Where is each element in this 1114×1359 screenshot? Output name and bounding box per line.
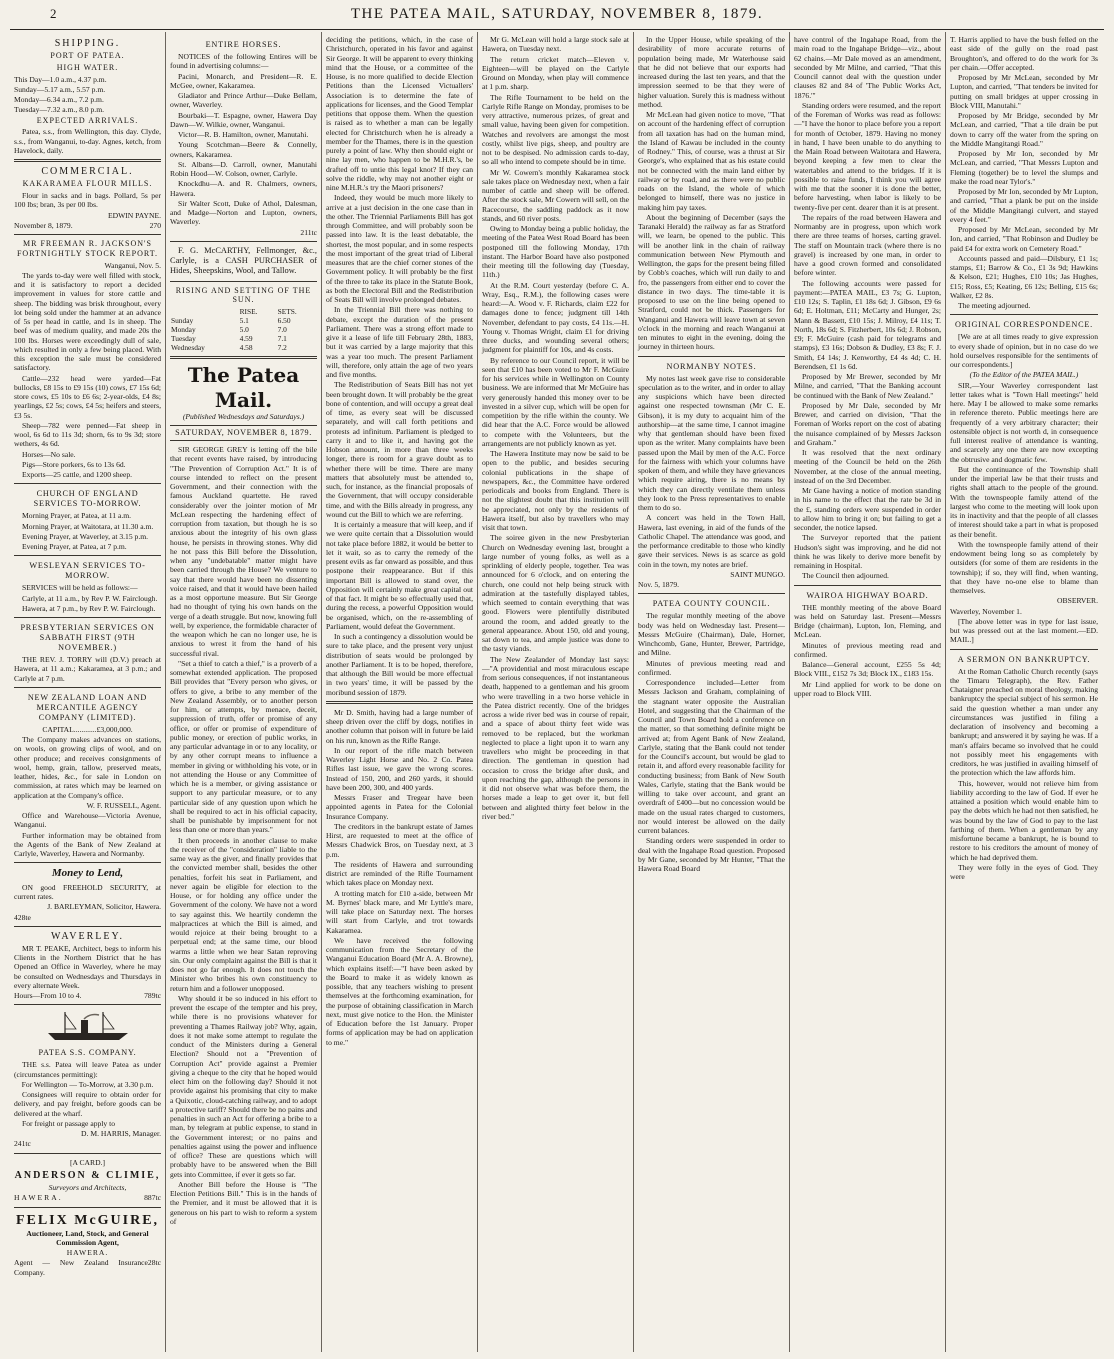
council-para: The Council then adjourned. bbox=[802, 571, 889, 581]
high-water-line: Sunday—5.17 a.m., 5.57 p.m. bbox=[14, 84, 106, 94]
horse-entry: Victor—R. B. Hamilton, owner, Manutahi. bbox=[178, 130, 309, 139]
mills-signature: EDWIN PAYNE. bbox=[107, 210, 161, 220]
mills-ref: 270 bbox=[149, 220, 161, 230]
wesleyan-heading: WESLEYAN SERVICES TO-MORROW. bbox=[29, 561, 146, 581]
news-item: Mr D. Smith, having had a large number of sheep driven over the cliff by dogs, notifies in another column that poison will in future be laid on his run, known as the Rifle Range. bbox=[326, 707, 473, 745]
horse-entry: St. Albans—D. Carroll, owner, Manutahi Robin Hood—W. Colson, owner, Carlyle. bbox=[170, 159, 317, 178]
wairoa-para: T. Harris applied to have the bush felled on the east side of the gully on the road past Broughton's, and offered to do the work for 3s per chain.—Offer accepted. bbox=[950, 35, 1098, 72]
normanby-para: A concert was held in the Town Hall, Hawera, last evening, in aid of the funds of the Catholic Chapel. The attendance was good, and the performance creditable to those who kindly gave their services. News is as scarce as gold coin in the town, my notes are brief. bbox=[638, 513, 785, 569]
stock-heading: MR FREEMAN R. JACKSON'S FORTNIGHTLY STOCK REPORT. bbox=[16, 239, 159, 258]
columns bbox=[10, 32, 1104, 1352]
card-label: [A CARD.] bbox=[69, 1157, 106, 1167]
column-5 bbox=[634, 32, 790, 1352]
high-water-heading: HIGH WATER. bbox=[56, 62, 119, 72]
arrivals-text: Patea, s.s., from Wellington, this day. Clyde, s.s., from Wanganui, to-day. Agnes, ketch, from Havelock, daily. bbox=[14, 127, 161, 155]
editorial-para: It then proceeds in another clause to make the receiver of the "consideration" liable to the same way as the giver, and finally provides that the convicted member shall, besides the other penalties, forfeit his seat in Parliament, and never again be eligible for election to the House, or for holding any office under the Government of the colony. We have not a word to say against this. We heartily condemn the malpractices at which the Bill is aimed, and would rejoice at their being brought to a perpetual end; at the same time, our blood warms a little when we hear Satan reproving sin. Our only complaint against the Bill is that it does not go far enough. It does not touch the Minister who bribes his own constituency to return him and a follower unopposed. bbox=[170, 835, 317, 993]
news-item: Messrs Fraser and Tregear have been appointed agents in Patea for the Colonial Insurance Company. bbox=[326, 793, 473, 821]
table-row bbox=[170, 334, 317, 343]
money-ref: 428te bbox=[14, 912, 31, 922]
sun-day: Tuesday bbox=[171, 334, 196, 344]
anderson-climie-sub: Surveyors and Architects, bbox=[48, 1183, 127, 1193]
capital-line: CAPITAL............£3,000,000. bbox=[42, 724, 133, 734]
horses-heading: ENTIRE HORSES. bbox=[205, 40, 282, 49]
table-row bbox=[170, 343, 317, 352]
church-line: Morning Prayer, at Patea, at 11 a.m. bbox=[22, 511, 132, 521]
patea-ss-more: Consignees will require to obtain order for delivery, and pay freight, before goods can be delivered at the wharf. bbox=[14, 1090, 161, 1118]
sun-table bbox=[170, 307, 317, 352]
news-item: The residents of Hawera and surrounding district are reminded of the Rifle Tournament which takes place on Monday next. bbox=[326, 859, 473, 888]
sun-set: 7.2 bbox=[277, 343, 287, 353]
council-para: Minutes of previous meeting read and confirmed. bbox=[638, 658, 785, 677]
steamship-icon bbox=[43, 1009, 133, 1043]
sun-day: Sunday bbox=[171, 316, 194, 326]
editorial-para: SIR GEORGE GREY is letting off the bile that recent events have raised, by introducing "The Prevention of Corruption Act." It is of course intended to reflect on the present Government, and their connection with the famous Auckland quartette. He raved considerably over the jointer motion of Mr McLean respecting the hardening effect of corruption from taxation, but though he is so anxious about the integrity of his own glass house, he persists in throwing stones. Why did he not pass this Bill before the Dissolution, when any "undebatable" matter might have been carried through the House? We venture to say that there would have been no dissenting voice raised, and that it would have been hailed as a most opportune measure. But Sir George had no thought of tying his own hands on the verge of a death struggle. But now, knowing full well, by experience, the formidable character of the weapon which he can no longer use, he is anxious to wrest it from the hand of his successful rival. bbox=[170, 445, 317, 658]
news-item: Mr G. McLean will hold a large stock sale at Hawera, on Tuesday next. bbox=[482, 35, 629, 54]
council-para: The regular monthly meeting of the above body was held on Wednesday last. Present—Messrs McGuire (Chairman), Dale, Horner, Winchcomb, Gane, Hunter, Brewer, Partridge, and Milne. bbox=[638, 611, 785, 658]
council-heading: PATEA COUNTY COUNCIL. bbox=[652, 599, 771, 609]
news-item: The creditors in the bankrupt estate of James Hirst, are requested to meet at the office of Messrs Chadwick Bros, on Tuesday next, at 3 p.m. bbox=[326, 821, 473, 859]
council-para: The following accounts were passed for payment:—PATEA MAIL, £3 7s; G. Lupton, £10 12s; S. Taplin, £1 18s 6d; J. Gibson, £9 6s 6d; E. Holtman, £11; McCarty and Hunger, 2s; Mann & Bassett, £10 15s; J. Milroy, £4 11s; T. North, 18s 6d; S. Fitzherbert, 10s 6d; J. Robson, £9; F. McGuire (cash paid for telegrams and stamps), £3 16s; Dobson & Dudley, £3 8s; F. J. Smith, £4 14s; J. Kenworthy, £4 4s 4d; C. H. Berendsen, £1 1s 6d. bbox=[794, 278, 941, 371]
sun-rise: 4.59 bbox=[239, 334, 253, 344]
editorial-para: Indeed, they would be much more likely to arrive at a just decision in the one case than in the other. The Triennial Parliaments Bill has got through Committee, and will probably soon be passed into law. It is the least debatable, the shortest, the most popular, and in some respects the most important of the great triad of Liberal measures that are the chief corner stones of the Government policy. It will probably be the first of the three to take its place in the Statute Book, as both the Electoral Bill and the Redistribution of Seats Bill will involve prolonged debates. bbox=[326, 193, 473, 304]
stock-dateline: Wanganui, Nov. 5. bbox=[104, 260, 161, 270]
council-para: It was resolved that the next ordinary meeting of the Council be held on the 26th November, at the close of the annual meeting, instead of on the 3rd December. bbox=[794, 448, 941, 485]
news-item: The New Zealander of Monday last says:—"A providential and most miraculous escape from serious consequences, if not instantaneous death, happened to a gentleman and his groom who were travelling in a two horse vehicle in the Patea district recently. One of the bridges across a wide river bed was in course of repair, and a space of about thirty feet wide was removed to be replaced, but the workman neglected to place a light upon it to warn any travellers who might be proceeding in that direction. The gentleman in question had occasion to cross the bridge after dusk, and upon reaching the gap, although the persons in it did not observe what was before them, the horses made a leap to get over it, but fell between and alighted thirty feet below in the river bed." bbox=[482, 654, 629, 821]
council-para: have control of the Ingahape Road, from the main road to the Ingahape Bridge—viz., about 62 chains.—Mr Dale moved as an amendment, seconded by Mr Milne, and carried, "That this Council cannot deal with the question under clauses 82 and 84 of 'The Public Works Act, 1876.'" bbox=[794, 35, 941, 100]
wairoa-para: Proposed by Mr McLean, seconded by Mr Ion, and carried, "That Robinson and Dudley be paid £4 for extra work on Cemetery Road." bbox=[950, 225, 1098, 253]
correspondence-para: SIR,—Your Waverley correspondent last letter takes what is "Town Hall meetings" held here. May I be allowed to make some remarks in reference thereto. Public meetings here are frequently of a very arbitrary character; their ostensible object is not worth d, in consequence full interest realive of attendance is wanting, and scarcely any one there are now excepting the obtrusive and dogmatic few. bbox=[950, 380, 1098, 464]
wairoa-para: THE monthly meeting of the above Board was held on Saturday last. Present—Messrs Bridge (chairman), Lupton, Ion, Fleming, and McLean. bbox=[794, 602, 941, 640]
sun-col-header bbox=[170, 307, 239, 316]
peake-ref: 789tc bbox=[144, 991, 161, 1001]
paper-name: The Patea Mail. bbox=[187, 363, 300, 412]
anderson-climie-place: HAWERA. bbox=[14, 1193, 63, 1203]
wairoa-para: Minutes of previous meeting read and confirmed. bbox=[794, 640, 941, 659]
horse-entry: Young Scotchman—Beere & Connelly, owners, Kakaramea. bbox=[170, 140, 317, 159]
stock-para: Pigs—Store porkers, 6s to 13s 6d. bbox=[22, 459, 126, 469]
high-water-line: Tuesday—7.32 a.m., 8.0 p.m. bbox=[14, 105, 105, 115]
correspondence-para: But the continuance of the Township shall under the imperial law be that their trusts and rights shall attach to the people of the ground. With the townspeople family attend of the largest who come to the meeting will look upon its in inactivity and that the people of all classes of interest should take a part in what is proposed as their benefit. bbox=[950, 464, 1098, 539]
news-item: Owing to Monday being a public holiday, the meeting of the Patea West Road Board has been postponed till the following Monday, 17th instant. The Harbor Board have also postponed their meeting till the following day (Tuesday, 11th.) bbox=[482, 224, 629, 280]
port-heading: PORT OF PATEA. bbox=[50, 51, 125, 61]
normanby-heading: NORMANBY NOTES. bbox=[666, 361, 757, 371]
sermon-heading: A SERMON ON BANKRUPTCY. bbox=[957, 654, 1091, 664]
news-item: In the Upper House, while speaking of the desirability of more accurate returns of population being made, Mr Waterhouse said that he did not believe that our exports had increased during the last ten years, and that the impression seemed to be that they were of higher valuation. Surely this is madness without method. bbox=[638, 35, 785, 109]
council-para: Standing orders were resumed, and the report of the Foreman of Works was read as follows:—"I have the honor to place before you a report for month of October, 1879. Having no money in hand, I have been unable to do anything to the Main Road between Waitotara and Hawera, beyond keeping a few men to clear the watertables and attend to the bridges. If it is possible to raise funds, I think you will agree with me that the sooner it is done the better, before harvesting, when labor is likely to be twenty-five per cent. dearer than it is at present. bbox=[794, 100, 941, 212]
editorial-para: It is certainly a measure that will keep, and if we were quite certain that a Dissolution would not take place before 1882, it would be better to let it wait, so as to carry the remedy of the present evils as far onward as possible, and thus postpone their reappearance. But if this important Bill is allowed to stand over, the Opposition will certainly make great capital out of that fact. It might be so effectually used that, during the recess, a powerful Opposition would be organised, which, on the re-assembling of Parliament, would defeat the Government. bbox=[326, 520, 473, 631]
felix-mcguire-agent: Agent — New Zealand Insurance Company. bbox=[14, 1258, 148, 1277]
sun-set: 6.50 bbox=[277, 316, 291, 326]
normanby-date: Nov. 5, 1879. bbox=[638, 580, 680, 589]
horse-entry: Sir Walter Scott, Duke of Athol, Dalesman, and Madge—Norton and Lupton, owners, Waverley. bbox=[170, 198, 317, 227]
mills-text: Flour in sacks and in bags. Pollard, 5s per 100 lbs; bran, 3s per 00 lbs. bbox=[14, 191, 161, 210]
wairoa-para: Proposed by Mr Bridge, seconded by Mr McLean, and carried, "That a tile drain be put down to carry off the water from the spring on the Middle Mangitangi Road." bbox=[950, 111, 1098, 148]
wairoa-para: The meeting adjourned. bbox=[958, 301, 1031, 310]
horse-entry: Pacini, Monarch, and President—R. E. McGee, owner, Kakaramea. bbox=[170, 71, 317, 90]
table-row bbox=[170, 325, 317, 334]
correspondence-editor-note: [The above letter was in type for last issue, but was pressed out at the last moment.—ED. MAIL.] bbox=[950, 616, 1098, 645]
patea-ss-apply: For freight or passage apply to bbox=[22, 1118, 116, 1128]
felix-mcguire-heading: FELIX McGUIRE, bbox=[15, 1212, 160, 1228]
peake-text: MR T. PEAKE, Architect, begs to inform his Clients in the Northern District that he has Opened an Office in Waverley, where he may be consulted on Wednesdays and Thursdays in every alternate Week. bbox=[14, 943, 161, 990]
table-row bbox=[170, 316, 317, 325]
shipping-heading: SHIPPING. bbox=[54, 38, 121, 49]
sun-day: Monday bbox=[171, 325, 196, 335]
wesleyan-line: Hawera, at 7 p.m., by Rev P. W. Fairclough. bbox=[22, 603, 156, 613]
horse-entry: Bourbaki—T. Espagne, owner, Hawera Day Dawn—W. Wilkie, owner, Wanganui. bbox=[170, 110, 317, 129]
council-para: Proposed by Mr Brewer, seconded by Mr Milne, and carried, "That the Banking account be continued with the Bank of New Zealand." bbox=[794, 372, 941, 400]
sun-day: Wednesday bbox=[171, 343, 205, 353]
horse-entry: Gladiator and Prince Arthur—Duke Bellam, owner, Waverley. bbox=[170, 91, 317, 110]
church-heading: CHURCH OF ENGLAND SERVICES TO-MORROW. bbox=[33, 489, 142, 509]
felix-mcguire-ref: 28tc bbox=[147, 1258, 161, 1268]
council-para: Standing orders were suspended in order to deal with the Ingahape Road question. Proposed by Mr Gane, seconded by Mr Hunter, "That the Hawera Road Board bbox=[638, 836, 785, 873]
normanby-para: My notes last week gave rise to considerable speculation as to the writer, and in order to allay any suspicions which have been directed against one respected townsman (Mr C. E. Gibson), it is my duty to acquaint him of the authorship—at the same time, I cannot imagine why that gentleman should have been fixed upon as the writer. Many complaints have been passed upon the Mail by men of the A.C. Force for the fairness with which your columns have spoken of them, and while they have grievances which require airing, there is no means by which they can directly ventilate them unless they look to the Press representatives to enable them to do so. bbox=[638, 373, 785, 512]
sun-rise: 4.58 bbox=[239, 343, 253, 353]
felix-mcguire-text: Auctioneer, Land, Stock, and General Commission Agent, bbox=[26, 1228, 149, 1247]
patea-ss-sailing: For Wellington — To-Morrow, at 3.30 p.m. bbox=[21, 1079, 154, 1089]
correspondence-date: Waverley, November 1. bbox=[950, 606, 1022, 616]
council-para: Mr Gane having a notice of motion standing in his name to the effect that the rate be 3d in the £, standing orders were suspended in order to allow him to bring it on; but failing to get a seconder, the notice lapsed. bbox=[794, 486, 941, 532]
correspondence-to: (To the Editor of the PATEA MAIL.) bbox=[969, 370, 1079, 380]
column-4 bbox=[478, 32, 634, 1352]
column-6 bbox=[790, 32, 946, 1352]
news-item: By reference to our Council report, it will be seen that £10 has been voted to Mr F. McGuire for his services while in Wellington on County business. We are informed that Mr McGuire has very generously handed this money over to be invested in a silver cup, which will be open for competition by the rifle within the county. We did hear that the A.C. Force would be allowed to compete with the Volunteers, but the arrangements are not publicly known as yet. bbox=[482, 355, 629, 448]
editorial-para: In the Triennial Bill there was nothing to debate, except the duration of the present Parliament. There was a strong effort made to give it a lease of life till February 28th, 1883, but it was carried by a large majority that this was a year too much. The present Parliament will, therefore, only attain the age of two years and five months. bbox=[326, 305, 473, 379]
correspondence-para: With the townspeople family attend of their endowment being long so as completely by outsiders (for some of them are residents in the township); if so, they will find, when wanting, that they have no-one else to blame than themselves. bbox=[950, 539, 1098, 595]
church-line: Morning Prayer, at Waitotara, at 11.30 a.m. bbox=[22, 521, 154, 531]
news-item: At the R.M. Court yesterday (before C. A. Wray, Esq., R.M.), the following cases were heard:—A. Wood v. F. Richards, claim £22 for damages done to fence; judgment till 14th November, defendant to pay costs, £4 11s.—H. Young v. Thomas Wright, claim £1 for driving three ducks, and wounding several others; judgment for plaintiff for 10s, and 4s costs. bbox=[482, 280, 629, 355]
patea-ss-ref: 241tc bbox=[14, 1139, 31, 1149]
mills-date: November 8, 1879. bbox=[14, 220, 73, 230]
column-1 bbox=[10, 32, 166, 1352]
wairoa-para: Proposed by Mr Ion, seconded by Mr Lupton, and carried, "That a plank be put on the inside of the Middle Mangitangi culvert, and stayed every 4 feet." bbox=[950, 187, 1098, 224]
editorial-para: The Redistribution of Seats Bill has not yet been brought down. It will probably be the great bone of contention, and will occupy a great deal of time, as every seat will be discussed separately, and will call forth petitions and protests ad infinitum. Parliament is pledged to carry it and to like it, and having got the Hobson amount, in more than three weeks longer, there is room for a grave doubt as to whether there will be time. There are many matters that absolutely must be attended to, such, for instance, as the financial proposals of the Government, that will occupy considerable time, and with the Bills already in progress, any wound cut the Bill to which we are referring. bbox=[326, 380, 473, 519]
wairoa-para: Balance—General account, £255 5s 4d; Block VIII., £152 7s 3d; Block IX., £183 15s. bbox=[794, 660, 941, 679]
editorial-masthead bbox=[170, 363, 317, 421]
correspondence-note: [We are at all times ready to give expression to every shade of opinion, but in no case do we hold ourselves responsible for the sentiments of our correspondents.] bbox=[950, 332, 1098, 369]
stock-para: Cattle—232 head were yarded—Fat bullocks, £8 15s to £9 15s (10) cows, £7 15s 6d; store cows, £5 10s to £6 6s; 2-year-olds, £4 8s; yearlings, £2 5s; cows, £4 5s; heifers and steers, £3 5s. bbox=[14, 373, 161, 420]
sun-rise: 5.0 bbox=[239, 325, 249, 335]
sermon-para: This, however, would not relieve him from liability according to the law of God. If ever he attained a position which would enable him to pay the debts which he had not then satisfied, he was bound by the law of God to pay to the last farthing of them. When a gentleman by any misfortune became a bankrupt, he is bound to restore to his creditors the amount of money of which he had deprived them. bbox=[950, 778, 1098, 862]
stock-para: Horses—No sale. bbox=[22, 449, 76, 459]
sun-rise: 5.1 bbox=[239, 316, 249, 326]
stock-para: The yards to-day were well filled with stock, and it is satisfactory to report a decided improvement in values for store cattle and sheep. The bidding was brisk throughout, every lot being sold under the hammer at an advance of 5s per head in cattle, and 1s in sheep. The beef was of medium quality, and made 20s the 100 lbs. Horses were exceedingly dull of sale, which resulted in only a few being placed. With this exception the sale must be considered satisfactory. bbox=[14, 270, 161, 373]
editorial-para: "Set a thief to catch a thief," is a proverb of a somewhat extended application. The proposed Bill provides that "Every person who gives, or offers to give, a bribe to any member of the New Zealand Assembly, or to another person for him, or attempts, by menace, deceit, suppression of truth, offer or promise of any office, or offer or promise of expenditure of public money, or erection of public works, in any particular advantage in or to any locality, or by any other corrupt means to influence a member in giving or withholding his vote, or in not attending the House or any Committee of which he is a member, or giving assistance or support to any particular measure, or to any particular side of any question upon which he shall be required to act in his official capacity, shall be punishable by imprisonment for not less than one or more than years." bbox=[170, 658, 317, 835]
editorial-para: Why should it be so induced in his effort to prevent the escape of the tempter and his prey, while there is no provisions whatever for preventing a Thames Railway job? Why, again, does it not make some attempt to regulate the conduct of the Ministers during a General Election? Should not a "Prevention of Corruption Act" provide against a Premier giving a cheque to the city that he hoped would elect him on the following day? Should it not provide against his promising that city to make a Quixotic, cloud-catching railway, and to adopt a protective tariff? Should there be no pains and penalties in such an Act for offering a bribe to a man, by telegram at public expense, to stand in the Government interest; or no pains and penalties against using the power and influence of office? These are questions which will probably have to be answered when the Bill gets into Committee, if ever it gets so far. bbox=[170, 993, 317, 1179]
council-para: The Surveyor reported that the patient Hudson's sight was improving, and he did not think he was likely to derive more benefit by remaining in Hospital. bbox=[794, 533, 941, 570]
page-header bbox=[10, 4, 1104, 30]
council-para: Correspondence included—Letter from Messrs Jackson and Graham, complaining of the stagnant water opposite the Australian Hotel, and suggesting that the Chairman of the Council and Town Board hold a conference on the matter, so that something definite might be arrived at; from Agent Bank of New Zealand, Carlyle, stating that the Bank could not tender for the Council's account, but would be glad to retain it, and afford every reasonable facility for conducting business; from Bank of New South Wales, Carlyle, stating that the Bank would be willing to take over account, and grant an overdraft of £400—but no concession would be made on the usual rates charged to customers, nor would interest be allowed on the daily current balances. bbox=[638, 678, 785, 835]
sun-col-header: SETS. bbox=[277, 307, 297, 316]
column-7 bbox=[946, 32, 1102, 1352]
anderson-climie-ref: 887tc bbox=[144, 1193, 161, 1203]
stock-para: Exports—25 cattle, and 1200 sheep. bbox=[22, 470, 133, 480]
news-item: The Hawera Institute may now be said to be open to the public, and besides securing colonial publications in the shape of newspapers, &c., the Committee have ordered periodicals and books from England. There is not the slightest doubt that this institution will be appreciated, not only by the residents of Hawera itself, but also by travellers who may visit that town. bbox=[482, 449, 629, 532]
nz-loan-signature: W. F. RUSSELL, Agent. bbox=[86, 800, 161, 810]
sun-set: 7.0 bbox=[277, 325, 287, 335]
nz-loan-further: Further information may be obtained from the Agents of the Bank of New Zealand at Carlyle, Waverley, Hawera and Normanby. bbox=[14, 830, 161, 859]
sermon-para: At the Roman Catholic Church recently (says the Timaru Telegraph), the Rev. Father Chataigner preached on moral theology, making bankruptcy the special subject of his sermon. He said the question whether a man under any circumstances was justified in filing a declaration of insolvency and becoming a bankrupt; and answered it by saying he was. If a man's affairs became so involved that he could not possibly meet his engagements with creditors, he was justified in availing himself of the protection which the law affords him. bbox=[950, 666, 1098, 778]
wairoa-heading: WAIROA HIGHWAY BOARD. bbox=[806, 590, 929, 600]
correspondence-heading: ORIGINAL CORRESPONDENCE. bbox=[954, 320, 1094, 330]
nz-loan-heading: NEW ZEALAND LOAN AND MERCANTILE AGENCY COMPANY (LIMITED). bbox=[27, 692, 148, 722]
felix-mcguire-place: HAWERA. bbox=[66, 1248, 109, 1258]
column-3 bbox=[322, 32, 478, 1352]
presby-text: THE REV. J. TORRY will (D.V.) preach at Hawera, at 11 a.m.; Kakaramea, at 3 p.m.; and Carlyle at 7 p.m. bbox=[14, 655, 161, 683]
church-line: Evening Prayer, at Waverley, at 3.15 p.m. bbox=[22, 531, 149, 541]
council-para: Proposed by Mr Dale, seconded by Mr Brewer, and carried on division, "That the Foreman of Works report on the cost of abating the nuisance complained of by Messrs Jackson and Graham." bbox=[794, 400, 941, 447]
money-heading: Money to Lend, bbox=[51, 867, 124, 880]
presby-heading: PRESBYTERIAN SERVICES ON SABBATH FIRST (9TH NOVEMBER.) bbox=[20, 623, 155, 653]
nz-loan-office: Office and Warehouse—Victoria Avenue, Wanganui. bbox=[14, 811, 161, 830]
news-item: Mr McLean had given notice to move, "That on account of the hardening effect of corruption from all taxation has had on the human mind, the Island of Kawau be included in the county of Rodney." This, of course, was a thrust at Sir George's, who explained that as his estate could not be connected with the main land either by railway or by road, and as there were no public roads on the Island, the whole of which belonged to himself, there was no justice in making him pay taxes. bbox=[638, 110, 785, 212]
news-item: The soiree given in the new Presbyterian Church on Wednesday evening last, brought a large number of young folks, as well as a sprinkling of elderly people, together. Tea was announced for 6 o'clock, and on entering the church, one could not help being struck with admiration at the tastefully displayed tables, which seemed to contain everything that was good. Flowers were plentifully distributed around the room, and added greatly to the general appearance. About 150, old and young, sat down to tea, and ample justice was done to the tasty viands. bbox=[482, 533, 629, 654]
column-2 bbox=[166, 32, 322, 1352]
patea-ss-signature: D. M. HARRIS, Manager. bbox=[81, 1129, 161, 1139]
correspondence-signature: OBSERVER. bbox=[1057, 596, 1098, 606]
horse-entry: Knockdhu—A. and R. Chalmers, owners, Hawera. bbox=[170, 179, 317, 198]
normanby-signature: SAINT MUNGO. bbox=[730, 569, 785, 579]
wairoa-para: Proposed by Mr Ion, seconded by Mr McLean, and carried, "That Messrs Lupton and Fleming (together) be to level the slumps and make the road near Tylor's." bbox=[950, 149, 1098, 186]
news-item: In our report of the rifle match between Waverley Light Horse and No. 2 Co. Patea Rifles last issue, we gave the wrong scores. Instead of 150, 200, and 260 yards, it should have been 200, 300, and 400 yards. bbox=[326, 745, 473, 792]
news-item: Mr W. Cowern's monthly Kakaramea stock sale takes place on Wednesday next, when a fair number of cattle and sheep will be offered. After the stock sale, Mr Cowern will sell, on the Racecourse, the saddling paddock as it now stands, and 60 river posts. bbox=[482, 167, 629, 223]
wesleyan-line: Carlyle, at 11 a.m., by Rev P. W. Fairclough. bbox=[22, 593, 158, 603]
sun-col-header: RISE. bbox=[239, 307, 258, 316]
wairoa-para: Mr Lind applied for work to be done on upper road to Block VIII. bbox=[794, 679, 941, 698]
wesleyan-line: SERVICES will be held as follows:— bbox=[22, 583, 138, 593]
horses-ref: 211tc bbox=[300, 227, 317, 237]
mccarthy-text: F. G. McCARTHY, Fellmonger, &c., Carlyle, is a CASH PURCHASER of Hides, Sheepskins, Wool, and Tallow. bbox=[170, 245, 317, 276]
news-item: We have received the following communication from the Secretary of the Wanganui Education Board (Mr A. A. Browne), which explains itself:—"I have been asked by the Board to make it as widely known as possible, that any teachers wishing to present themselves at the forthcoming examination, for the purpose of obtaining classification in March next, must give notice to the Hon. the Minister of Education before the 1st January. Proper forms of application may be had on application to me." bbox=[326, 935, 473, 1047]
news-item: A trotting match for £10 a-side, between Mr M. Byrnes' black mare, and Mr Lyttle's mare, will take place on Saturday next. The horses will start from Carlyle, and trot towards Kakaramea. bbox=[326, 888, 473, 935]
wairoa-para: Proposed by Mr McLean, seconded by Mr Lupton, and carried, "That tenders be invited for putting on small bridges at upper crossing in Block VIII, Manutahi." bbox=[950, 73, 1098, 110]
news-item: The return cricket match—Eleven v. Eighteen—will be played on the Carlyle Ground on Monday, when play will commence at 1 p.m. sharp. bbox=[482, 54, 629, 92]
sun-heading: RISING AND SETTING OF THE SUN. bbox=[175, 285, 312, 305]
patea-ss-heading: PATEA S.S. COMPANY. bbox=[38, 1048, 137, 1058]
horses-intro: NOTICES of the following Entires will be found in advertising columns:— bbox=[170, 52, 317, 71]
church-line: Evening Prayer, at Patea, at 7 p.m. bbox=[22, 542, 127, 552]
news-item: The Rifle Tournament to be held on the Carlyle Rifle Range on Monday, promises to be very attractive, numerous prizes, of great and small value, having been given for competition. Watches and revolvers are amongst the most costly, whilst live pigs, sheep, and poultry are not to be despised. No admission cards to-day, so all who intend to compete should be in time. bbox=[482, 92, 629, 167]
council-para: The repairs of the road between Hawera and Normanby are in progress, upon which work there are three teams of horses, carting gravel. The staff on Mountain track (where there is no gravel) is increased by one man, in order to have a good crown formed and consolidated before winter. bbox=[794, 212, 941, 278]
wairoa-para: Accounts passed and paid—Dilsbury, £1 1s; stamps, £1; Barrow & Co., £1 3s 9d; Hawkins & Kelson, £21; Hughes, £10 10s; Jas Hughes, £15; Ross, £5; Keating, £6 12s; Belling, £15 6s; Walker, £2 8s. bbox=[950, 253, 1098, 300]
editorial-date: SATURDAY, NOVEMBER 8, 1879. bbox=[170, 425, 317, 441]
arrivals-heading: EXPECTED ARRIVALS. bbox=[36, 115, 139, 125]
peake-hours: Hours—From 10 to 4. bbox=[14, 991, 82, 1001]
paper-tagline: (Published Wednesdays and Saturdays.) bbox=[182, 411, 305, 421]
news-item: About the beginning of December (says the Taranaki Herald) the railway as far as Stratford will, we learn, be opened to the public. This will be another link in the chain of railway communication between New Plymouth and Wellington, the gaps for the present being filled by Cobb's coaches, which will run daily to and fro, the passengers from either end to cover the distance in two days. The time-table it is proposed to use on the line being opened to Stratford, could not be thick. Passengers for Wanganui and Hawera will leave town at seven o'clock in the morning and reach Wanganui at ten minutes to eight in the evening, doing the journey in thirteen hours. bbox=[638, 212, 785, 352]
anderson-climie-heading: ANDERSON & CLIMIE, bbox=[14, 1169, 161, 1181]
page-title: THE PATEA MAIL, SATURDAY, NOVEMBER 8, 1879. bbox=[350, 6, 764, 22]
high-water-line: Monday—6.34 a.m., 7.2 p.m. bbox=[14, 95, 104, 105]
sun-set: 7.1 bbox=[277, 334, 287, 344]
sermon-para: They were folly in the eyes of God. They were bbox=[950, 862, 1098, 881]
money-signature: J. BARLEYMAN, Solicitor, Hawera. bbox=[47, 902, 161, 912]
mills-heading: KAKARAMEA FLOUR MILLS. bbox=[22, 179, 153, 189]
money-text: ON good FREEHOLD SECURITY, at current rates. bbox=[14, 882, 161, 902]
patea-ss-text: THE s.s. Patea will leave Patea as under (circumstances permitting): bbox=[14, 1060, 161, 1079]
editorial-para: deciding the petitions, which, in the case of Christchurch, operated in his favor and against Sir George. It will be apparent to every thinking mind that the House, or a committee of the House, is no more qualified to decide Election Petitions than the Licensed Victuallers' Association is to determine the fate of applications for licenses, and the Good Templar petitions that oppose them. When the question is raised as to whether a man can be legally elected for Christchurch when he is already a member for the Thames, there is in the question purely a point of law. Why then should eight or nine lay men, who happen to be M.H.R.'s, be drafted off to untie this legal knot? If they can solve the riddle, why may not another eight or nine M.H.R.'s try the Maori prisoners? bbox=[326, 35, 473, 192]
editorial-para: In such a contingency a dissolution would be sure to take place, and the present very unjust distribution of seats would be prolonged by another Parliament. It is to be hoped, therefore, that although the Bill would be more effectual in two years' time, it will be passed by the moribund session of 1879. bbox=[326, 632, 473, 697]
high-water-line: This Day—1.0 a.m., 4.37 p.m. bbox=[14, 74, 107, 84]
commercial-heading: COMMERCIAL. bbox=[41, 166, 134, 178]
editorial-para: Another Bill before the House is "The Election Petitions Bill." This is in the hands of the Premier, and it must be allowed that it is generous on his part to wish to reform a system of bbox=[170, 1179, 317, 1226]
nz-loan-text: The Company makes advances on stations, on wools, on growing clips of wool, and on other produce; and receives consignments of wool, hemp, grain, tallow, preserved meats, leather, hides, &c., for sale in London on commission, at rates which may be learned on application at the Company's office. bbox=[14, 735, 161, 800]
waverley-heading: WAVERLEY. bbox=[51, 930, 124, 942]
page-number: 2 bbox=[50, 6, 57, 21]
stock-para: Sheep—782 were penned—Fat sheep in wool, 6s 6d to 11s 3d; shorn, 6s to 9s 3d; store wethers, 4s 6d. bbox=[14, 420, 161, 449]
